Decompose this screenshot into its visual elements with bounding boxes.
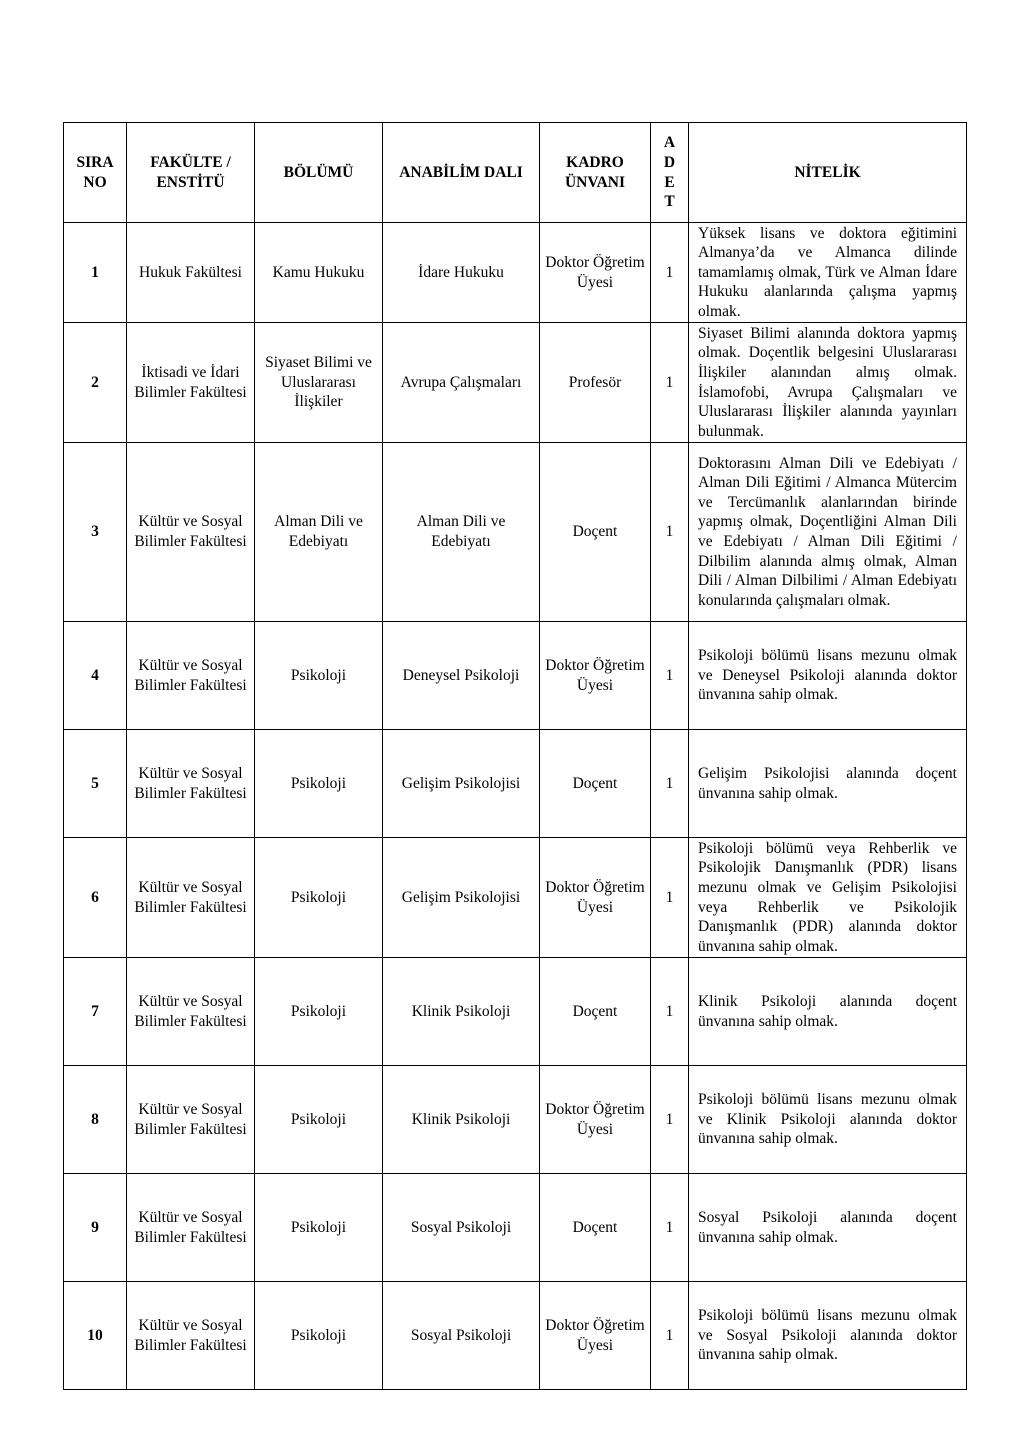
cell-kadro: Doçent xyxy=(540,730,651,838)
cell-anabilim: Klinik Psikoloji xyxy=(383,958,540,1066)
cell-fakulte: İktisadi ve İdari Bilimler Fakültesi xyxy=(127,323,255,443)
cell-nitelik: Yüksek lisans ve doktora eğitimini Almanya’da ve Almanca dilinde tamamlamış olmak, Türk ve Alman İdare Hukuku alanlarında çalışma yapmış olmak. xyxy=(689,223,967,323)
cell-fakulte: Kültür ve Sosyal Bilimler Fakültesi xyxy=(127,958,255,1066)
table-row xyxy=(64,1282,967,1390)
cell-fakulte: Kültür ve Sosyal Bilimler Fakültesi xyxy=(127,622,255,730)
cell-sira-no: 8 xyxy=(64,1066,127,1174)
table-body xyxy=(64,223,967,1390)
cell-anabilim: Sosyal Psikoloji xyxy=(383,1174,540,1282)
cell-anabilim: Alman Dili ve Edebiyatı xyxy=(383,443,540,622)
cell-adet: 1 xyxy=(651,223,689,323)
cell-bolum: Siyaset Bilimi ve Uluslararası İlişkiler xyxy=(255,323,383,443)
header-adet xyxy=(651,123,689,223)
cell-sira-no: 6 xyxy=(64,838,127,958)
cell-kadro: Doktor Öğretim Üyesi xyxy=(540,622,651,730)
table-row xyxy=(64,838,967,958)
cell-anabilim: Sosyal Psikoloji xyxy=(383,1282,540,1390)
cell-fakulte: Hukuk Fakültesi xyxy=(127,223,255,323)
header-nitelik: NİTELİK xyxy=(689,123,967,223)
cell-nitelik: Psikoloji bölümü lisans mezunu olmak ve Klinik Psikoloji alanında doktor ünvanına sahip olmak. xyxy=(689,1066,967,1174)
cell-sira-no: 3 xyxy=(64,443,127,622)
cell-adet: 1 xyxy=(651,323,689,443)
cell-nitelik: Sosyal Psikoloji alanında doçent ünvanına sahip olmak. xyxy=(689,1174,967,1282)
cell-nitelik: Psikoloji bölümü lisans mezunu olmak ve Sosyal Psikoloji alanında doktor ünvanına sahip olmak. xyxy=(689,1282,967,1390)
cell-fakulte: Kültür ve Sosyal Bilimler Fakültesi xyxy=(127,838,255,958)
cell-kadro: Doktor Öğretim Üyesi xyxy=(540,1282,651,1390)
cell-bolum: Psikoloji xyxy=(255,958,383,1066)
cell-bolum: Psikoloji xyxy=(255,1282,383,1390)
cell-anabilim: Gelişim Psikolojisi xyxy=(383,838,540,958)
cell-sira-no: 5 xyxy=(64,730,127,838)
cell-fakulte: Kültür ve Sosyal Bilimler Fakültesi xyxy=(127,1282,255,1390)
cell-adet: 1 xyxy=(651,443,689,622)
cell-kadro: Doçent xyxy=(540,958,651,1066)
cell-anabilim: Avrupa Çalışmaları xyxy=(383,323,540,443)
cell-fakulte: Kültür ve Sosyal Bilimler Fakültesi xyxy=(127,1066,255,1174)
header-bolum: BÖLÜMÜ xyxy=(255,123,383,223)
cell-nitelik: Psikoloji bölümü veya Rehberlik ve Psikolojik Danışmanlık (PDR) lisans mezunu olmak ve Gelişim Psikolojisi veya Rehberlik ve Psikolojik Danışmanlık (PDR) alanında doktor ünvanına sahip olmak. xyxy=(689,838,967,958)
cell-bolum: Psikoloji xyxy=(255,1174,383,1282)
cell-adet: 1 xyxy=(651,958,689,1066)
table-row xyxy=(64,1066,967,1174)
cell-fakulte: Kültür ve Sosyal Bilimler Fakültesi xyxy=(127,1174,255,1282)
cell-sira-no: 2 xyxy=(64,323,127,443)
cell-adet: 1 xyxy=(651,1282,689,1390)
cell-adet: 1 xyxy=(651,838,689,958)
cell-kadro: Doçent xyxy=(540,1174,651,1282)
cell-sira-no: 10 xyxy=(64,1282,127,1390)
positions-table xyxy=(63,122,967,1390)
cell-nitelik: Doktorasını Alman Dili ve Edebiyatı / Alman Dili Eğitimi / Almanca Mütercim ve Tercümanlık alanlarından birinde yapmış olmak, Doçentliğini Alman Dili ve Edebiyatı / Alman Dili Eğitimi / Dilbilim alanında almış olmak, Alman Dili / Alman Dilbilimi / Alman Edebiyatı konularında çalışmaları olmak. xyxy=(689,443,967,622)
cell-sira-no: 4 xyxy=(64,622,127,730)
cell-anabilim: İdare Hukuku xyxy=(383,223,540,323)
cell-anabilim: Deneysel Psikoloji xyxy=(383,622,540,730)
cell-adet: 1 xyxy=(651,622,689,730)
header-anabilim: ANABİLİM DALI xyxy=(383,123,540,223)
cell-anabilim: Klinik Psikoloji xyxy=(383,1066,540,1174)
cell-bolum: Kamu Hukuku xyxy=(255,223,383,323)
cell-nitelik: Siyaset Bilimi alanında doktora yapmış olmak. Doçentlik belgesini Uluslararası İlişkiler alanından almış olmak. İslamofobi, Avrupa Çalışmaları ve Uluslararası İlişkiler alanında yayınları bulunmak. xyxy=(689,323,967,443)
cell-fakulte: Kültür ve Sosyal Bilimler Fakültesi xyxy=(127,730,255,838)
cell-adet: 1 xyxy=(651,730,689,838)
cell-anabilim: Gelişim Psikolojisi xyxy=(383,730,540,838)
cell-sira-no: 1 xyxy=(64,223,127,323)
cell-kadro: Doktor Öğretim Üyesi xyxy=(540,1066,651,1174)
cell-kadro: Doçent xyxy=(540,443,651,622)
header-kadro: KADRO ÜNVANI xyxy=(540,123,651,223)
header-adet-label: ADET xyxy=(663,134,676,211)
header-fakulte: FAKÜLTE / ENSTİTÜ xyxy=(127,123,255,223)
table-row xyxy=(64,223,967,323)
cell-bolum: Psikoloji xyxy=(255,730,383,838)
cell-kadro: Profesör xyxy=(540,323,651,443)
cell-bolum: Psikoloji xyxy=(255,1066,383,1174)
cell-adet: 1 xyxy=(651,1174,689,1282)
cell-sira-no: 9 xyxy=(64,1174,127,1282)
cell-bolum: Psikoloji xyxy=(255,838,383,958)
table-header xyxy=(64,123,967,223)
cell-nitelik: Klinik Psikoloji alanında doçent ünvanına sahip olmak. xyxy=(689,958,967,1066)
document-page xyxy=(63,122,966,1390)
table-row xyxy=(64,323,967,443)
table-row xyxy=(64,622,967,730)
cell-kadro: Doktor Öğretim Üyesi xyxy=(540,223,651,323)
cell-nitelik: Gelişim Psikolojisi alanında doçent ünvanına sahip olmak. xyxy=(689,730,967,838)
cell-bolum: Alman Dili ve Edebiyatı xyxy=(255,443,383,622)
table-row xyxy=(64,958,967,1066)
cell-kadro: Doktor Öğretim Üyesi xyxy=(540,838,651,958)
cell-fakulte: Kültür ve Sosyal Bilimler Fakültesi xyxy=(127,443,255,622)
cell-nitelik: Psikoloji bölümü lisans mezunu olmak ve Deneysel Psikoloji alanında doktor ünvanına sahip olmak. xyxy=(689,622,967,730)
cell-adet: 1 xyxy=(651,1066,689,1174)
cell-bolum: Psikoloji xyxy=(255,622,383,730)
table-row xyxy=(64,1174,967,1282)
cell-sira-no: 7 xyxy=(64,958,127,1066)
table-row xyxy=(64,730,967,838)
header-sira-no: SIRA NO xyxy=(64,123,127,223)
table-row xyxy=(64,443,967,622)
